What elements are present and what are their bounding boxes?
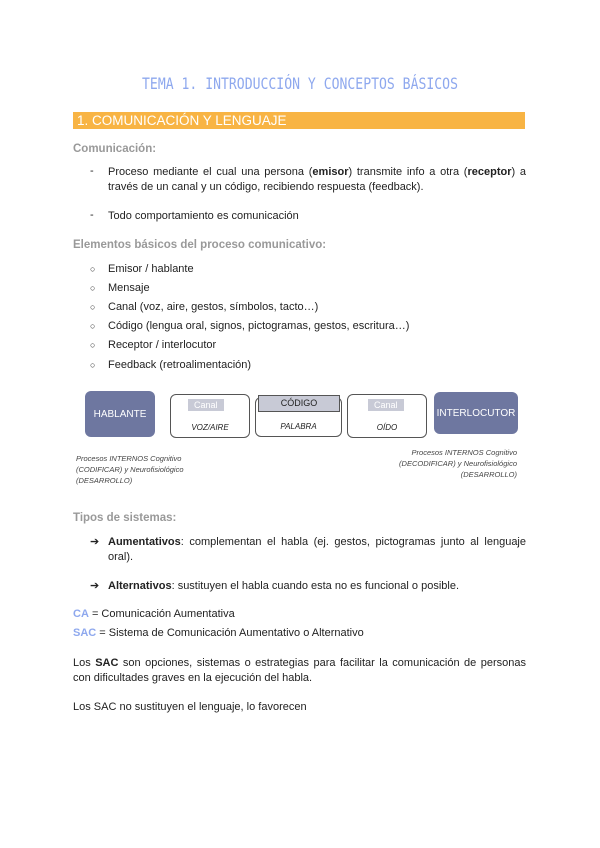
communication-diagram [73,383,525,498]
paragraph [73,656,526,686]
bullet-circle-icon: ○ [90,283,96,293]
section-heading: 1. COMUNICACIÓN Y LENGUAJE [73,112,525,129]
list-item [108,535,526,565]
bold-term: receptor [467,166,512,178]
paragraph: Los SAC no sustituyen el lenguaje, lo favorecen [73,701,307,713]
bullet-circle-icon: ○ [90,321,96,331]
list-item: Código (lengua oral, signos, pictogramas, gestos, escritura…) [108,320,410,332]
note-line: (DECODIFICAR) y Neurofisiológico [399,459,517,468]
bullet-circle-icon: ○ [90,264,96,274]
arrow-icon: ➔ [90,580,100,592]
note-line: (CODIFICAR) y Neurofisiológico [76,465,184,474]
bullet-circle-icon: ○ [90,302,96,312]
text: son opciones, sistemas o estrategias para facilitar la comunicación de personas con dificultades graves en la ejecución del habla. [73,657,526,684]
definition-sac [73,627,364,639]
interlocutor-box: INTERLOCUTOR [434,392,518,434]
codigo-banner: CÓDIGO [258,395,340,412]
text: Los [73,657,96,669]
bullet-dash: - [90,209,94,221]
definition-ca [73,608,235,620]
note-right [399,447,517,480]
hablante-box: HABLANTE [85,391,155,437]
voz-label: VOZ/AIRE [191,423,229,432]
bullet-dash: - [90,165,94,177]
subheading-comunicacion: Comunicación: [73,143,157,155]
bold-term: SAC [95,657,119,669]
text: Proceso mediante el cual una persona ( [108,166,313,178]
list-item: Receptor / interlocutor [108,339,217,351]
abbr: CA [73,608,89,620]
subheading-tipos: Tipos de sistemas: [73,512,177,524]
text: = Comunicación Aumentativa [88,608,235,620]
note-left [76,453,184,486]
canal-arrow-left: Canal [188,399,224,411]
bold-term: Aumentativos [108,536,181,548]
list-item [108,165,526,195]
canal-arrow-right: Canal [368,399,404,411]
list-item: Canal (voz, aire, gestos, símbolos, tacto…) [108,301,319,313]
text: : sustituyen el habla cuando esta no es funcional o posible. [171,580,459,592]
note-line: (DESARROLLO) [76,476,133,485]
list-item: Feedback (retroalimentación) [108,359,252,371]
note-line: Procesos INTERNOS Cognitivo [411,448,517,457]
list-item: Todo comportamiento es comunicación [108,210,299,222]
note-line: Procesos INTERNOS Cognitivo [76,454,182,463]
text: = Sistema de Comunicación Aumentativo o Alternativo [96,627,364,639]
list-item [108,579,526,594]
text: : complementan el habla (ej. gestos, pictogramas junto al lenguaje oral). [108,536,526,563]
palabra-label: PALABRA [280,422,317,431]
bold-term: Alternativos [108,580,172,592]
abbr: SAC [73,627,97,639]
oido-label: OÍDO [376,423,398,432]
list-item: Mensaje [108,282,150,294]
list-item: Emisor / hablante [108,263,194,275]
text: ) transmite info a otra ( [348,166,468,178]
bullet-circle-icon: ○ [90,340,96,350]
page-title: TEMA 1. INTRODUCCIÓN Y CONCEPTOS BÁSICOS [142,74,458,93]
bold-term: emisor [312,166,349,178]
subheading-elementos: Elementos básicos del proceso comunicativo: [73,239,327,251]
arrow-icon: ➔ [90,536,100,548]
text: ) a través de un canal y un código, recibiendo respuesta (feedback). [108,166,526,193]
note-line: (DESARROLLO) [460,470,517,479]
bullet-circle-icon: ○ [90,360,96,370]
